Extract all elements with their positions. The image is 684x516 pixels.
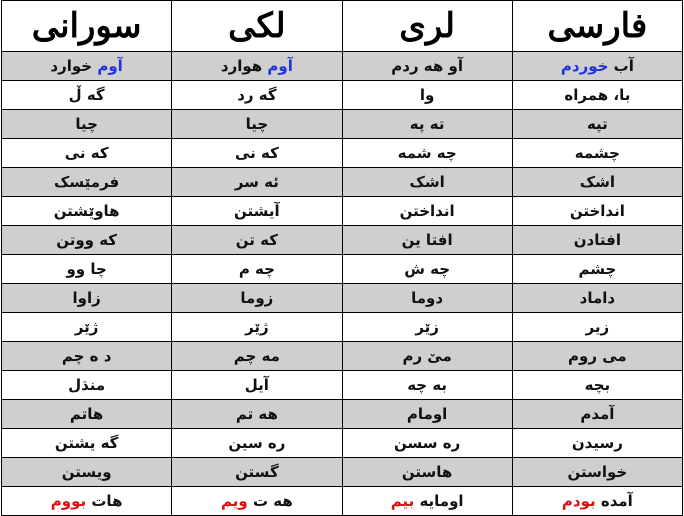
- cell-text: چشمه: [574, 144, 620, 162]
- cell-laki: [172, 168, 342, 197]
- cell-sorani: [2, 226, 172, 255]
- cell-laki: [172, 197, 342, 226]
- cell-farsi: [512, 52, 682, 81]
- cell-lori: [342, 429, 512, 458]
- cell-lori: [342, 487, 512, 516]
- cell-text: ژێر: [74, 318, 99, 336]
- cell-text: ویم: [221, 492, 248, 510]
- cell-text: آوم: [267, 57, 293, 75]
- table-row: [2, 487, 683, 516]
- cell-laki: [172, 52, 342, 81]
- cell-text: هه ت: [247, 492, 293, 510]
- cell-farsi: [512, 81, 682, 110]
- cell-text: آو هه ردم: [391, 57, 463, 75]
- cell-laki: [172, 400, 342, 429]
- cell-sorani: [2, 284, 172, 313]
- header-row: [2, 1, 683, 52]
- cell-text: فرمێسک: [54, 173, 120, 191]
- header-lori: لری: [342, 1, 512, 52]
- cell-farsi: [512, 255, 682, 284]
- cell-text: که ووتن: [56, 231, 118, 249]
- cell-text: ره سین: [228, 434, 286, 452]
- cell-text: منڌل: [68, 376, 106, 394]
- cell-text: چه ش: [404, 260, 451, 278]
- cell-laki: [172, 110, 342, 139]
- cell-lori: [342, 81, 512, 110]
- cell-laki: [172, 226, 342, 255]
- cell-text: چیا: [245, 115, 269, 133]
- cell-text: چه م: [238, 260, 275, 278]
- cell-lori: [342, 342, 512, 371]
- cell-text: هاستن: [401, 463, 453, 481]
- cell-text: هه تم: [235, 405, 278, 423]
- cell-text: اومایه: [414, 492, 464, 510]
- cell-text: گه رد: [237, 86, 277, 104]
- cell-sorani: [2, 342, 172, 371]
- cell-text: چشم: [578, 260, 617, 278]
- cell-lori: [342, 197, 512, 226]
- cell-farsi: [512, 168, 682, 197]
- cell-text: چا وو: [66, 260, 107, 278]
- header-farsi: فارسی: [512, 1, 682, 52]
- cell-text: ژێر: [245, 318, 269, 336]
- cell-text: آمدم: [580, 405, 615, 423]
- cell-laki: [172, 139, 342, 168]
- cell-text: ته په: [409, 115, 445, 133]
- table-row: [2, 429, 683, 458]
- cell-farsi: [512, 458, 682, 487]
- cell-text: که تن: [235, 231, 278, 249]
- table-row: [2, 400, 683, 429]
- cell-text: زوما: [240, 289, 274, 307]
- cell-sorani: [2, 81, 172, 110]
- cell-farsi: [512, 487, 682, 516]
- cell-lori: [342, 226, 512, 255]
- cell-text: دوما: [411, 289, 444, 307]
- cell-laki: [172, 255, 342, 284]
- cell-sorani: [2, 139, 172, 168]
- cell-sorani: [2, 255, 172, 284]
- cell-text: انداختن: [399, 202, 455, 220]
- cell-text: ره سسن: [394, 434, 461, 452]
- cell-sorani: [2, 458, 172, 487]
- cell-text: خوردم: [560, 57, 609, 75]
- cell-laki: [172, 487, 342, 516]
- cell-farsi: [512, 197, 682, 226]
- cell-farsi: [512, 371, 682, 400]
- cell-text: بچه: [584, 376, 611, 394]
- cell-text: زیر: [585, 318, 610, 336]
- cell-farsi: [512, 226, 682, 255]
- cell-text: خوارد: [50, 57, 98, 75]
- cell-text: بودم: [561, 492, 596, 510]
- header-laki: لکی: [172, 1, 342, 52]
- cell-sorani: [2, 429, 172, 458]
- cell-text: آمده: [595, 492, 633, 510]
- cell-text: که نی: [64, 144, 109, 162]
- table-row: [2, 168, 683, 197]
- table-row: [2, 255, 683, 284]
- cell-sorani: [2, 197, 172, 226]
- cell-lori: [342, 52, 512, 81]
- cell-laki: [172, 81, 342, 110]
- cell-text: وا: [419, 86, 435, 104]
- cell-sorani: [2, 52, 172, 81]
- cell-text: هوارد: [220, 57, 268, 75]
- table-row: [2, 371, 683, 400]
- cell-sorani: [2, 168, 172, 197]
- cell-lori: [342, 284, 512, 313]
- table-row: [2, 139, 683, 168]
- cell-text: آوم: [97, 57, 123, 75]
- table-body: [2, 52, 683, 516]
- cell-text: گه یشتن: [54, 434, 119, 452]
- cell-sorani: [2, 487, 172, 516]
- cell-text: ویستن: [61, 463, 112, 481]
- cell-text: چیا: [75, 115, 98, 133]
- cell-laki: [172, 313, 342, 342]
- cell-farsi: [512, 284, 682, 313]
- cell-text: تپه: [586, 115, 608, 133]
- cell-text: بیم: [390, 492, 415, 510]
- table-row: [2, 313, 683, 342]
- cell-lori: [342, 168, 512, 197]
- table-row: [2, 197, 683, 226]
- cell-laki: [172, 458, 342, 487]
- cell-farsi: [512, 313, 682, 342]
- cell-lori: [342, 110, 512, 139]
- cell-text: آیل: [244, 376, 269, 394]
- cell-lori: [342, 255, 512, 284]
- cell-text: می روم: [568, 347, 627, 365]
- cell-text: مه چم: [233, 347, 280, 365]
- table-row: [2, 226, 683, 255]
- cell-sorani: [2, 110, 172, 139]
- table-row: [2, 458, 683, 487]
- cell-text: با، همراه: [564, 86, 631, 104]
- cell-text: گه ڵ: [68, 86, 105, 104]
- cell-text: داماد: [579, 289, 616, 307]
- table-row: [2, 284, 683, 313]
- cell-farsi: [512, 429, 682, 458]
- cell-text: رسیدن: [571, 434, 623, 452]
- table-row: [2, 342, 683, 371]
- cell-text: زێر: [415, 318, 439, 336]
- cell-text: خواستن: [567, 463, 628, 481]
- cell-text: بووم: [50, 492, 87, 510]
- cell-text: آیشتن: [234, 202, 280, 220]
- cell-text: هاتم: [69, 405, 104, 423]
- cell-text: ئه سر: [234, 173, 279, 191]
- cell-farsi: [512, 400, 682, 429]
- cell-text: آب: [608, 57, 634, 75]
- cell-lori: [342, 371, 512, 400]
- table-row: [2, 81, 683, 110]
- cell-text: افتا ین: [401, 231, 453, 249]
- cell-lori: [342, 139, 512, 168]
- table-row: [2, 110, 683, 139]
- cell-sorani: [2, 313, 172, 342]
- cell-farsi: [512, 342, 682, 371]
- cell-text: که نی: [234, 144, 279, 162]
- header-sorani: سورانی: [2, 1, 172, 52]
- cell-text: هاوێشتن: [53, 202, 120, 220]
- cell-lori: [342, 313, 512, 342]
- cell-text: اشک: [409, 173, 445, 191]
- cell-text: گستن: [235, 463, 279, 481]
- cell-lori: [342, 458, 512, 487]
- cell-sorani: [2, 400, 172, 429]
- cell-text: اشک: [579, 173, 615, 191]
- cell-text: چه شمه: [397, 144, 457, 162]
- cell-text: انداختن: [569, 202, 625, 220]
- cell-text: به چه: [407, 376, 448, 394]
- cell-text: افتادن: [573, 231, 621, 249]
- cell-sorani: [2, 371, 172, 400]
- cell-farsi: [512, 110, 682, 139]
- table-row: [2, 52, 683, 81]
- cell-laki: [172, 342, 342, 371]
- cell-text: اومام: [406, 405, 448, 423]
- cell-farsi: [512, 139, 682, 168]
- cell-text: مێ رم: [402, 347, 452, 365]
- cell-lori: [342, 400, 512, 429]
- cell-text: زاوا: [72, 289, 101, 307]
- cell-text: د ه چم: [61, 347, 112, 365]
- cell-laki: [172, 429, 342, 458]
- cell-laki: [172, 284, 342, 313]
- cell-laki: [172, 371, 342, 400]
- vocabulary-table: [1, 0, 683, 516]
- cell-text: هات: [86, 492, 123, 510]
